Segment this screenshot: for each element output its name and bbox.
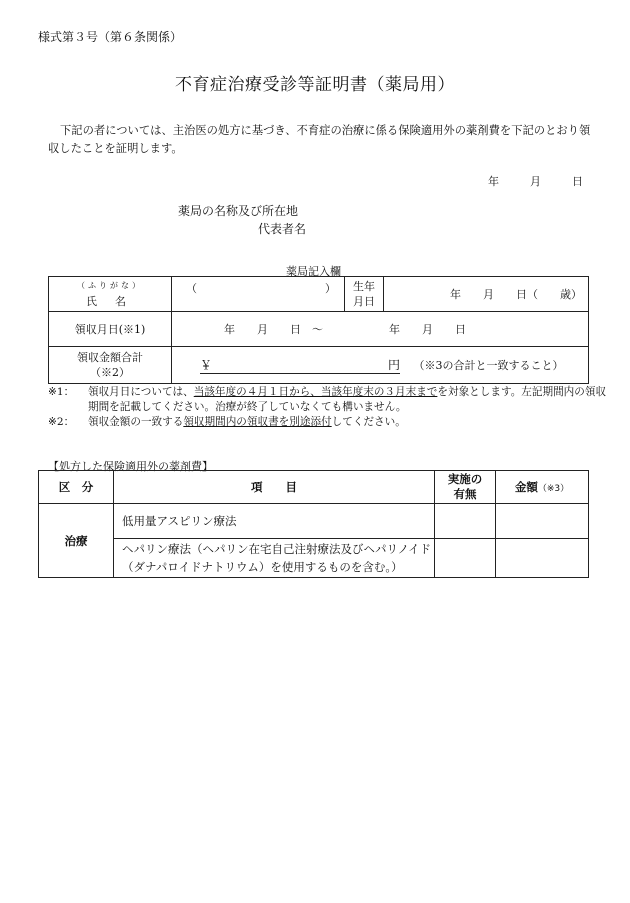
- note-2: [48, 415, 608, 430]
- pharmacy-section-label: 薬局記入欄: [286, 265, 341, 278]
- table-row: [39, 504, 589, 539]
- furigana-paren-close: ）: [325, 282, 336, 295]
- amount-heparin-cell[interactable]: [496, 539, 589, 578]
- amount-label-1: 領収金額合計: [77, 351, 143, 364]
- medications-section-title: 【処方した保険適用外の薬剤費】: [48, 460, 213, 473]
- header-amount-note: （※3）: [537, 484, 570, 494]
- note-1-part-b: を対象とします。左記期間内の領収期間を記載してください。治療が終了していなくても構いません。: [88, 386, 607, 413]
- header-category: 区 分: [39, 471, 114, 504]
- header-item: 項 目: [114, 471, 435, 504]
- date-day-label: 日: [572, 175, 583, 188]
- certification-date: [488, 173, 583, 189]
- form-number: 様式第３号（第６条関係）: [38, 30, 183, 44]
- intro-text: 下記の者については、主治医の処方に基づき、不育症の治療に係る保険適用外の薬剤費を下記のとおり領収したことを証明します。: [48, 124, 591, 155]
- name-label: 氏名: [86, 294, 144, 308]
- name-input-cell[interactable]: [172, 277, 345, 312]
- amount-input[interactable]: [172, 347, 589, 384]
- furigana-paren-open: （: [186, 282, 197, 295]
- header-amount: [496, 471, 589, 504]
- page-title: 不育症治療受診等証明書（薬局用）: [175, 75, 455, 95]
- done-heparin-cell[interactable]: [435, 539, 496, 578]
- header-done-1: 実施の: [447, 472, 483, 486]
- done-aspirin-cell[interactable]: [435, 504, 496, 539]
- intro-paragraph: [48, 122, 598, 158]
- note-2-text: [88, 415, 406, 430]
- amount-note: （※3の合計と一致すること）: [413, 359, 564, 372]
- birth-label-1: 生年: [353, 280, 375, 293]
- notes: [48, 385, 608, 430]
- medications-header-row: [39, 471, 589, 504]
- date-year-label: 年: [488, 175, 499, 188]
- note-1-mark: ※1：: [48, 386, 75, 398]
- note-1-text: [88, 385, 608, 415]
- note-2-underlined: 領収期間内の領収書を別途添付: [183, 416, 332, 428]
- note-1: [48, 385, 608, 415]
- receipt-date-label: 領収月日(※1): [74, 323, 146, 336]
- item-heparin: ヘパリン療法（ヘパリン在宅自己注射療法及びヘパリノイド（ダナパロイドナトリウム）を使用するものを含む。）: [114, 539, 435, 578]
- birth-date-input[interactable]: [384, 277, 589, 312]
- note-2-part-a: 領収金額の一致する: [88, 416, 184, 428]
- amount-label-cell: [49, 347, 172, 384]
- receipt-date-label-cell: [49, 312, 172, 347]
- note-1-underlined: 当該年度の４月１日から、当該年度末の３月末まで: [193, 386, 438, 398]
- pharmacy-representative-label: 代表者名: [258, 222, 307, 236]
- receipt-date-input[interactable]: [172, 312, 589, 347]
- medications-table: [38, 470, 589, 578]
- furigana-label: （ふりがな）: [77, 280, 143, 290]
- pharmacy-entry-table: [48, 276, 589, 384]
- birth-date-value: 年 月 日（ 歳）: [450, 288, 582, 301]
- yen-sign: ￥: [200, 358, 213, 372]
- amount-aspirin-cell[interactable]: [496, 504, 589, 539]
- pharmacy-name-address-label: 薬局の名称及び所在地: [178, 204, 299, 218]
- date-month-label: 月: [530, 175, 541, 188]
- table-row: [39, 539, 589, 578]
- header-done: [435, 471, 496, 504]
- header-amount-label: 金額: [514, 480, 538, 494]
- category-treatment: 治療: [39, 504, 114, 578]
- amount-field[interactable]: [200, 356, 400, 374]
- receipt-date-value: 年 月 日 ～ 年 月 日: [224, 323, 466, 336]
- birth-label-cell: [345, 277, 384, 312]
- birth-label-2: 月日: [353, 295, 375, 308]
- note-2-part-b: してください。: [331, 416, 406, 428]
- note-2-mark: ※2：: [48, 416, 75, 428]
- item-aspirin: 低用量アスピリン療法: [114, 504, 435, 539]
- yen-unit: 円: [387, 358, 400, 372]
- note-1-part-a: 領収月日については、: [88, 386, 194, 398]
- name-label-cell: [49, 277, 172, 312]
- amount-label-2: （※2）: [90, 366, 130, 379]
- header-done-2: 有無: [453, 487, 477, 501]
